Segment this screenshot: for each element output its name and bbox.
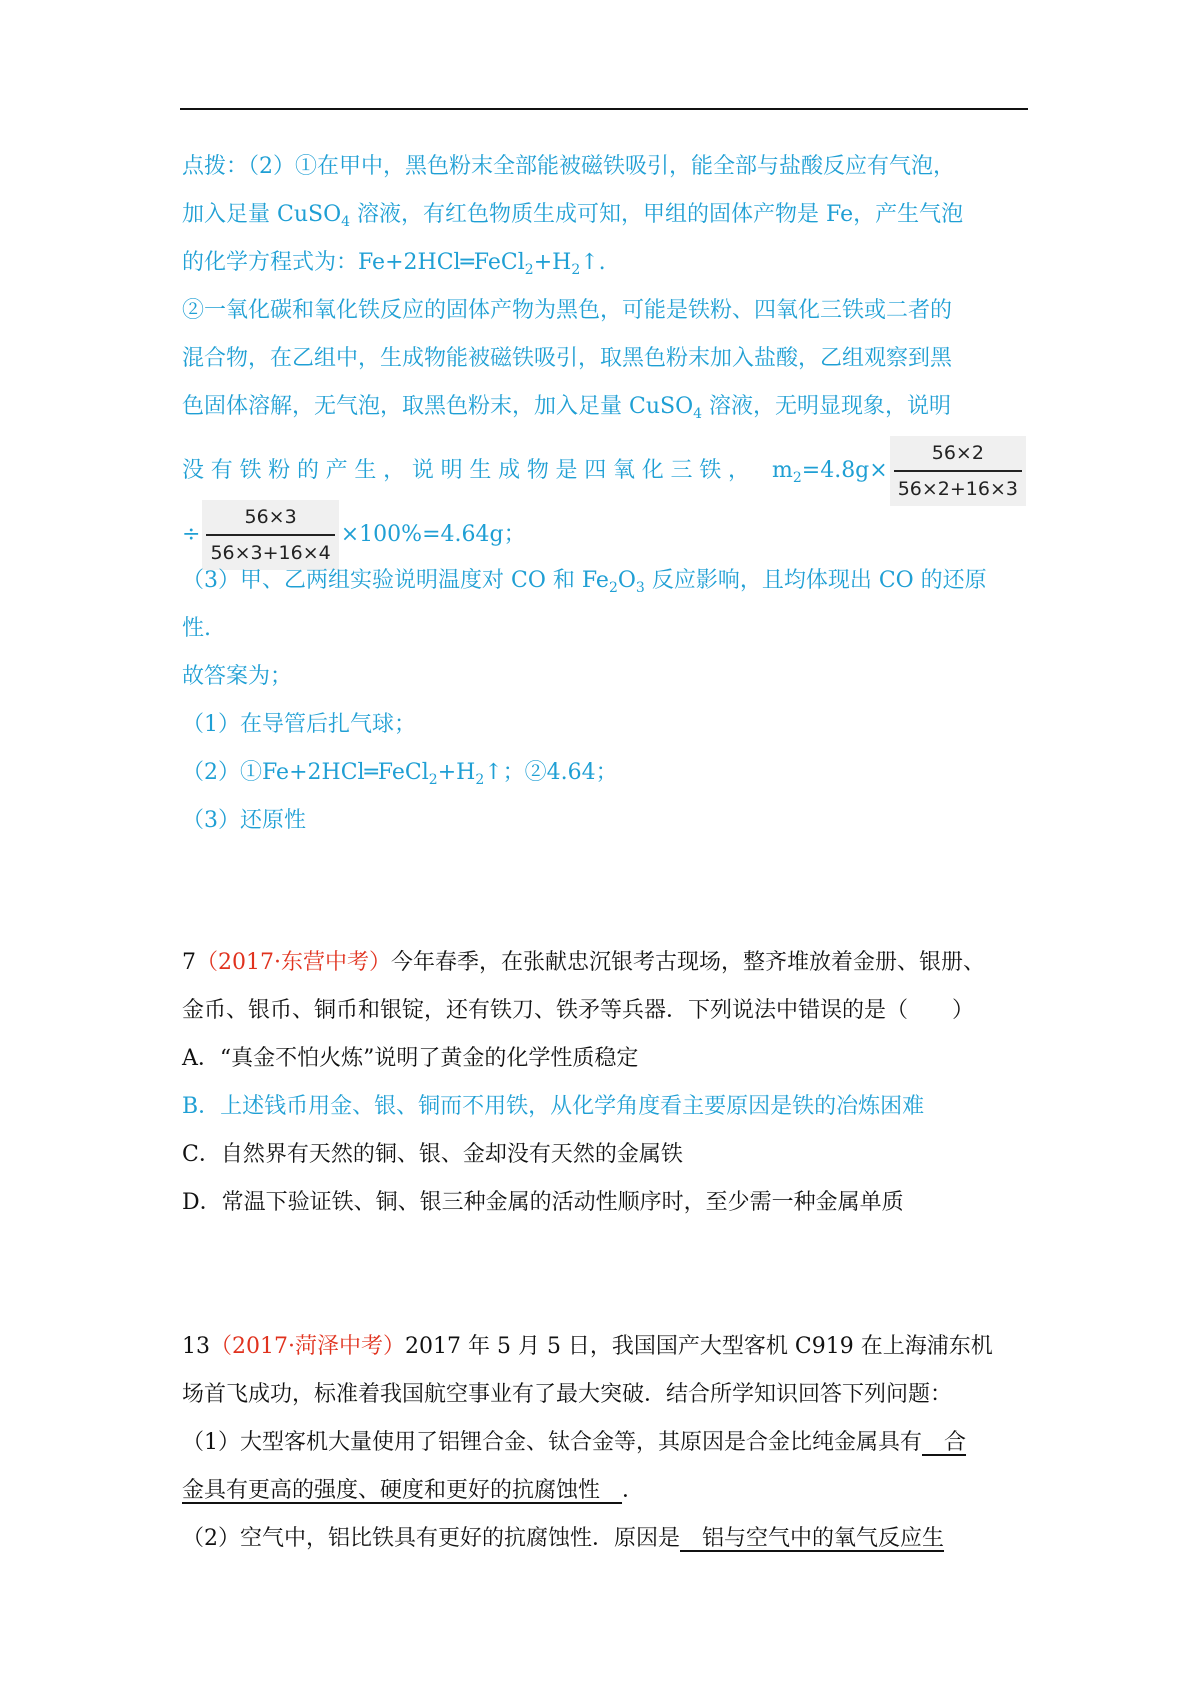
spread-text xyxy=(182,456,772,486)
spread-char: 铁 xyxy=(699,458,722,483)
fraction-1-denominator: 56×2+16×3 xyxy=(897,478,1018,500)
q13-line-4: 金具有更高的强度、硬度和更好的抗腐蚀性 ． xyxy=(182,1478,645,1503)
spread-char: 四 xyxy=(584,458,607,483)
spread-char: ， xyxy=(383,458,406,483)
q7-line-2: 金币、银币、铜币和银锭，还有铁刀、铁矛等兵器．下列说法中错误的是（ ） xyxy=(182,998,975,1023)
spread-char: 产 xyxy=(325,458,348,483)
explain-line-6: 色固体溶解，无气泡，取黑色粉末，加入足量 CuSO$_4$ 溶液，无明显现象，说明 xyxy=(182,394,952,422)
spread-char: 明 xyxy=(440,458,463,483)
spread-char: 成 xyxy=(498,458,521,483)
header-rule xyxy=(180,108,1028,110)
answer-blank-2: 铝与空气中的氧气反应生 xyxy=(680,1526,945,1551)
division-sign: ÷ xyxy=(182,522,201,547)
spread-char: 铁 xyxy=(239,458,262,483)
spread-char: 说 xyxy=(411,458,434,483)
explain-line-1: 点拨：（2）①在甲中，黑色粉末全部能被磁铁吸引，能全部与盐酸反应有气泡， xyxy=(182,154,955,179)
fraction-1-numerator: 56×2 xyxy=(894,438,1022,472)
question-number: 7 xyxy=(182,950,196,975)
fraction-2-numerator: 56×3 xyxy=(206,502,334,536)
spread-char: 的 xyxy=(296,458,319,483)
q7-option-c: C．自然界有天然的铜、银、金却没有天然的金属铁 xyxy=(182,1142,683,1167)
spread-char: 有 xyxy=(210,458,233,483)
answer-blank-1-part-2: 金具有更高的强度、硬度和更好的抗腐蚀性 xyxy=(182,1478,623,1503)
q13-line-2: 场首飞成功，标准着我国航空事业有了最大突破．结合所学知识回答下列问题： xyxy=(182,1382,953,1407)
q7-option-a: A．“真金不怕火炼”说明了黄金的化学性质稳定 xyxy=(182,1046,639,1071)
explain-line-10: 性. xyxy=(182,616,211,641)
fraction-2 xyxy=(202,500,338,570)
q7-option-d: D．常温下验证铁、铜、银三种金属的活动性顺序时，至少需一种金属单质 xyxy=(182,1190,904,1215)
q7-option-b: B．上述钱币用金、银、铜而不用铁，从化学角度看主要原因是铁的冶炼困难 xyxy=(182,1094,925,1119)
explain-line-2: 加入足量 CuSO$_4$ 溶液，有红色物质生成可知，甲组的固体产物是 Fe，产生气泡 xyxy=(182,202,964,230)
answer-2: $(2)①Fe+2HCl═FeCl_2+H_2↑$；②4.64； xyxy=(182,760,618,788)
fraction-2-denominator: 56×3+16×4 xyxy=(210,542,331,564)
explain-line-7 xyxy=(182,436,1028,506)
spread-char: 没 xyxy=(182,458,205,483)
explain-line-4: ②一氧化碳和氧化铁反应的固体产物为黑色，可能是铁粉、四氧化三铁或二者的 xyxy=(182,298,953,323)
q7-line-1: 7（2017·东营中考）今年春季，在张献忠沉银考古现场，整齐堆放着金册、银册、 xyxy=(182,950,985,975)
fraction-1 xyxy=(890,436,1026,506)
question-source: （2017·菏泽中考） xyxy=(210,1334,405,1359)
spread-char: 生 xyxy=(354,458,377,483)
spread-char: ， xyxy=(727,458,750,483)
q13-line-5: （2）空气中，铝比铁具有更好的抗腐蚀性．原因是 铝与空气中的氧气反应生 xyxy=(182,1526,945,1551)
spread-char: 粉 xyxy=(268,458,291,483)
spread-char: 三 xyxy=(670,458,693,483)
spread-char: 氧 xyxy=(613,458,636,483)
answer-heading: 故答案为； xyxy=(182,664,293,689)
spread-char: 生 xyxy=(469,458,492,483)
mass-symbol: $m_2=4.8g\times$ xyxy=(771,458,888,486)
explain-line-5: 混合物，在乙组中，生成物能被磁铁吸引，取黑色粉末加入盐酸，乙组观察到黑 xyxy=(182,346,953,371)
question-source: （2017·东营中考） xyxy=(196,950,391,975)
spread-char: 是 xyxy=(555,458,578,483)
explain-line-3: 的化学方程式为：$Fe+2HCl═FeCl_2+H_2↑$. xyxy=(182,250,606,278)
answer-3: （3）还原性 xyxy=(182,808,306,833)
explain-line-9: （3）甲、乙两组实验说明温度对 CO 和 $Fe_2O_3$ 反应影响，且均体现出 CO 的还原 xyxy=(182,568,987,596)
answer-blank-1-part-1: 合 xyxy=(922,1430,967,1455)
question-number: 13 xyxy=(182,1334,210,1359)
result-text: ×100%=4.64g； xyxy=(340,522,526,547)
explain-line-8 xyxy=(182,500,526,570)
q13-line-1: 13（2017·菏泽中考）2017 年 5 月 5 日，我国国产大型客机 C919 在上海浦东机 xyxy=(182,1334,993,1359)
spread-char: 化 xyxy=(641,458,664,483)
spread-char: 物 xyxy=(526,458,549,483)
q13-line-3: （1）大型客机大量使用了铝锂合金、钛合金等，其原因是合金比纯金属具有 合 xyxy=(182,1430,967,1455)
answer-1: （1）在导管后扎气球； xyxy=(182,712,416,737)
